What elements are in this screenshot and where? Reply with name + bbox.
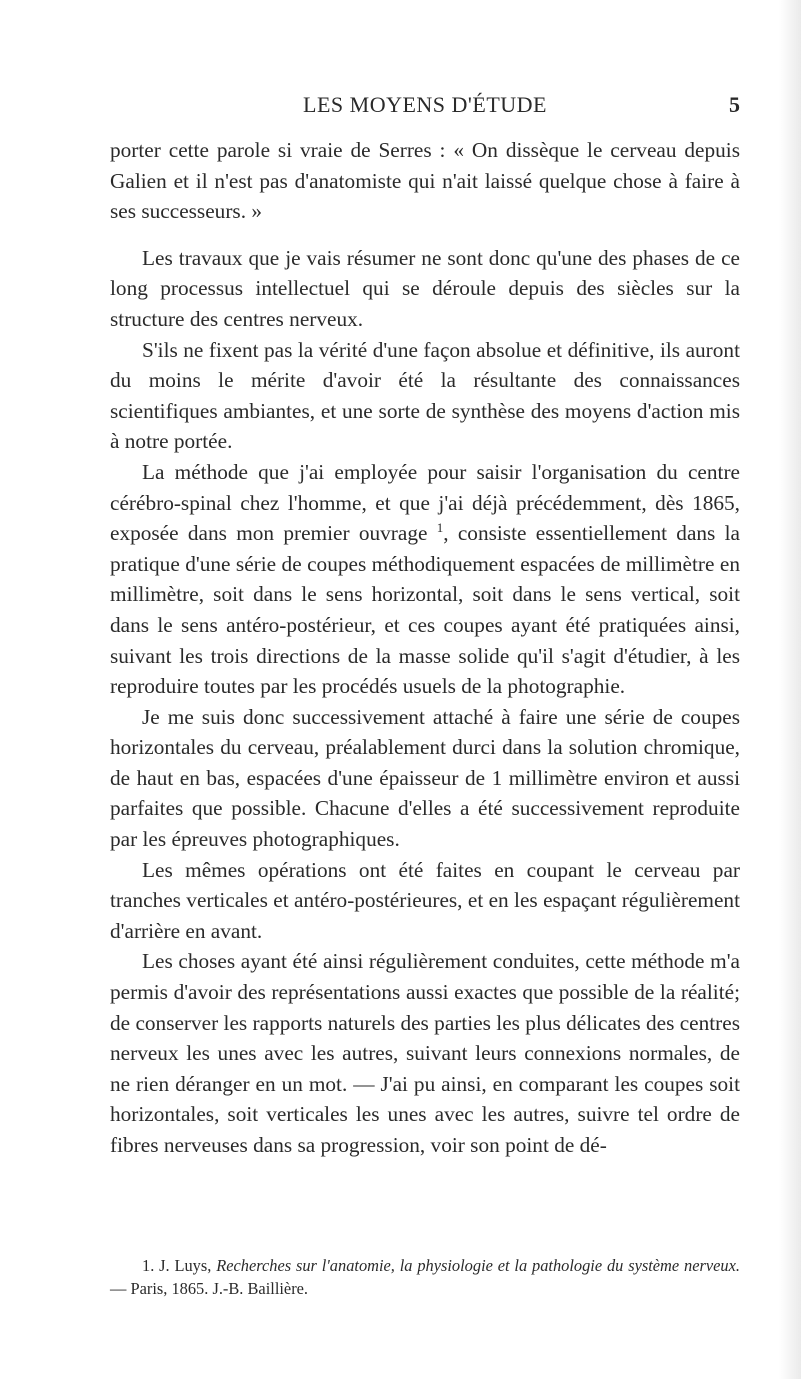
paragraph: S'ils ne fixent pas la vérité d'une façon absolue et définitive, ils auront du moins le mérite d'avoir été la résultante des connaissances scientifiques ambiantes, et une sorte de synthèse des moyens d'action mis à notre portée. [110, 337, 740, 454]
paragraph-text: , consiste essentiellement dans la pratique d'une série de coupes méthodiquement espacées de millimètre en millimètre, soit dans le sens horizontal, soit dans le sens vertical, soit dans le sens antéro-postérieur, et ces coupes ayant été pratiquées ainsi, suivant les trois directions de la masse solide qu'il s'agit d'étudier, à les reproduire toutes par les procédés usuels de la photographie. [110, 521, 740, 699]
body-text [110, 135, 740, 1161]
paragraph: Les mêmes opérations ont été faites en coupant le cerveau par tranches verticales et antéro-postérieures, et en les espaçant régulièrement d'arrière en avant. [110, 857, 740, 943]
paragraph: Les choses ayant été ainsi régulièrement conduites, cette méthode m'a permis d'avoir des représentations aussi exactes que possible de la réalité; de conserver les rapports naturels des parties les plus délicates des centres nerveux les unes avec les autres, suivant leurs connexions normales, de ne rien déranger en un mot. — J'ai pu ainsi, en comparant les coupes soit horizontales, soit verticales les unes avec les autres, suivre tel ordre de fibres nerveuses dans sa progression, voir son point de dé- [110, 949, 740, 1157]
running-title: LES MOYENS D'ÉTUDE [303, 92, 547, 117]
footnote-marker: 1 [436, 520, 444, 536]
footnote-number: 1. [142, 1256, 155, 1275]
paragraph: Je me suis donc successivement attaché à faire une série de coupes horizontales du cerveau, préalablement durci dans la solution chromique, de haut en bas, espacées d'une épaisseur de 1 millimètre environ et aussi parfaites que possible. Chacune d'elles a été successivement reproduite par les épreuves photographiques. [110, 704, 740, 852]
footnote-imprint: — Paris, 1865. J.-B. Baillière. [110, 1279, 309, 1298]
page-header [110, 92, 740, 124]
paragraph [110, 457, 740, 702]
footnote-title: Recherches sur l'anatomie, la physiologie et la pathologie du système nerveux. [216, 1256, 740, 1275]
paragraph: porter cette parole si vraie de Serres : « On dissèque le cerveau depuis Galien et il n'est pas d'anatomiste qui n'ait laissé quelque chose à faire à ses successeurs. » [110, 138, 740, 224]
footnote-author: J. Luys, [159, 1256, 212, 1275]
paragraph: Les travaux que je vais résumer ne sont donc qu'une des phases de ce long processus intellectuel qui se déroule depuis des siècles sur la structure des centres nerveux. [110, 245, 740, 331]
paragraph-text: La méthode que j'ai employée pour saisir l'organisation du centre cérébro-spinal chez l'homme, et que j'ai déjà précédemment, dès 1865, exposée dans mon premier ouvrage [110, 459, 740, 546]
footnote [110, 1254, 740, 1300]
page-edge-shadow [779, 0, 801, 1379]
page-number: 5 [729, 92, 740, 117]
